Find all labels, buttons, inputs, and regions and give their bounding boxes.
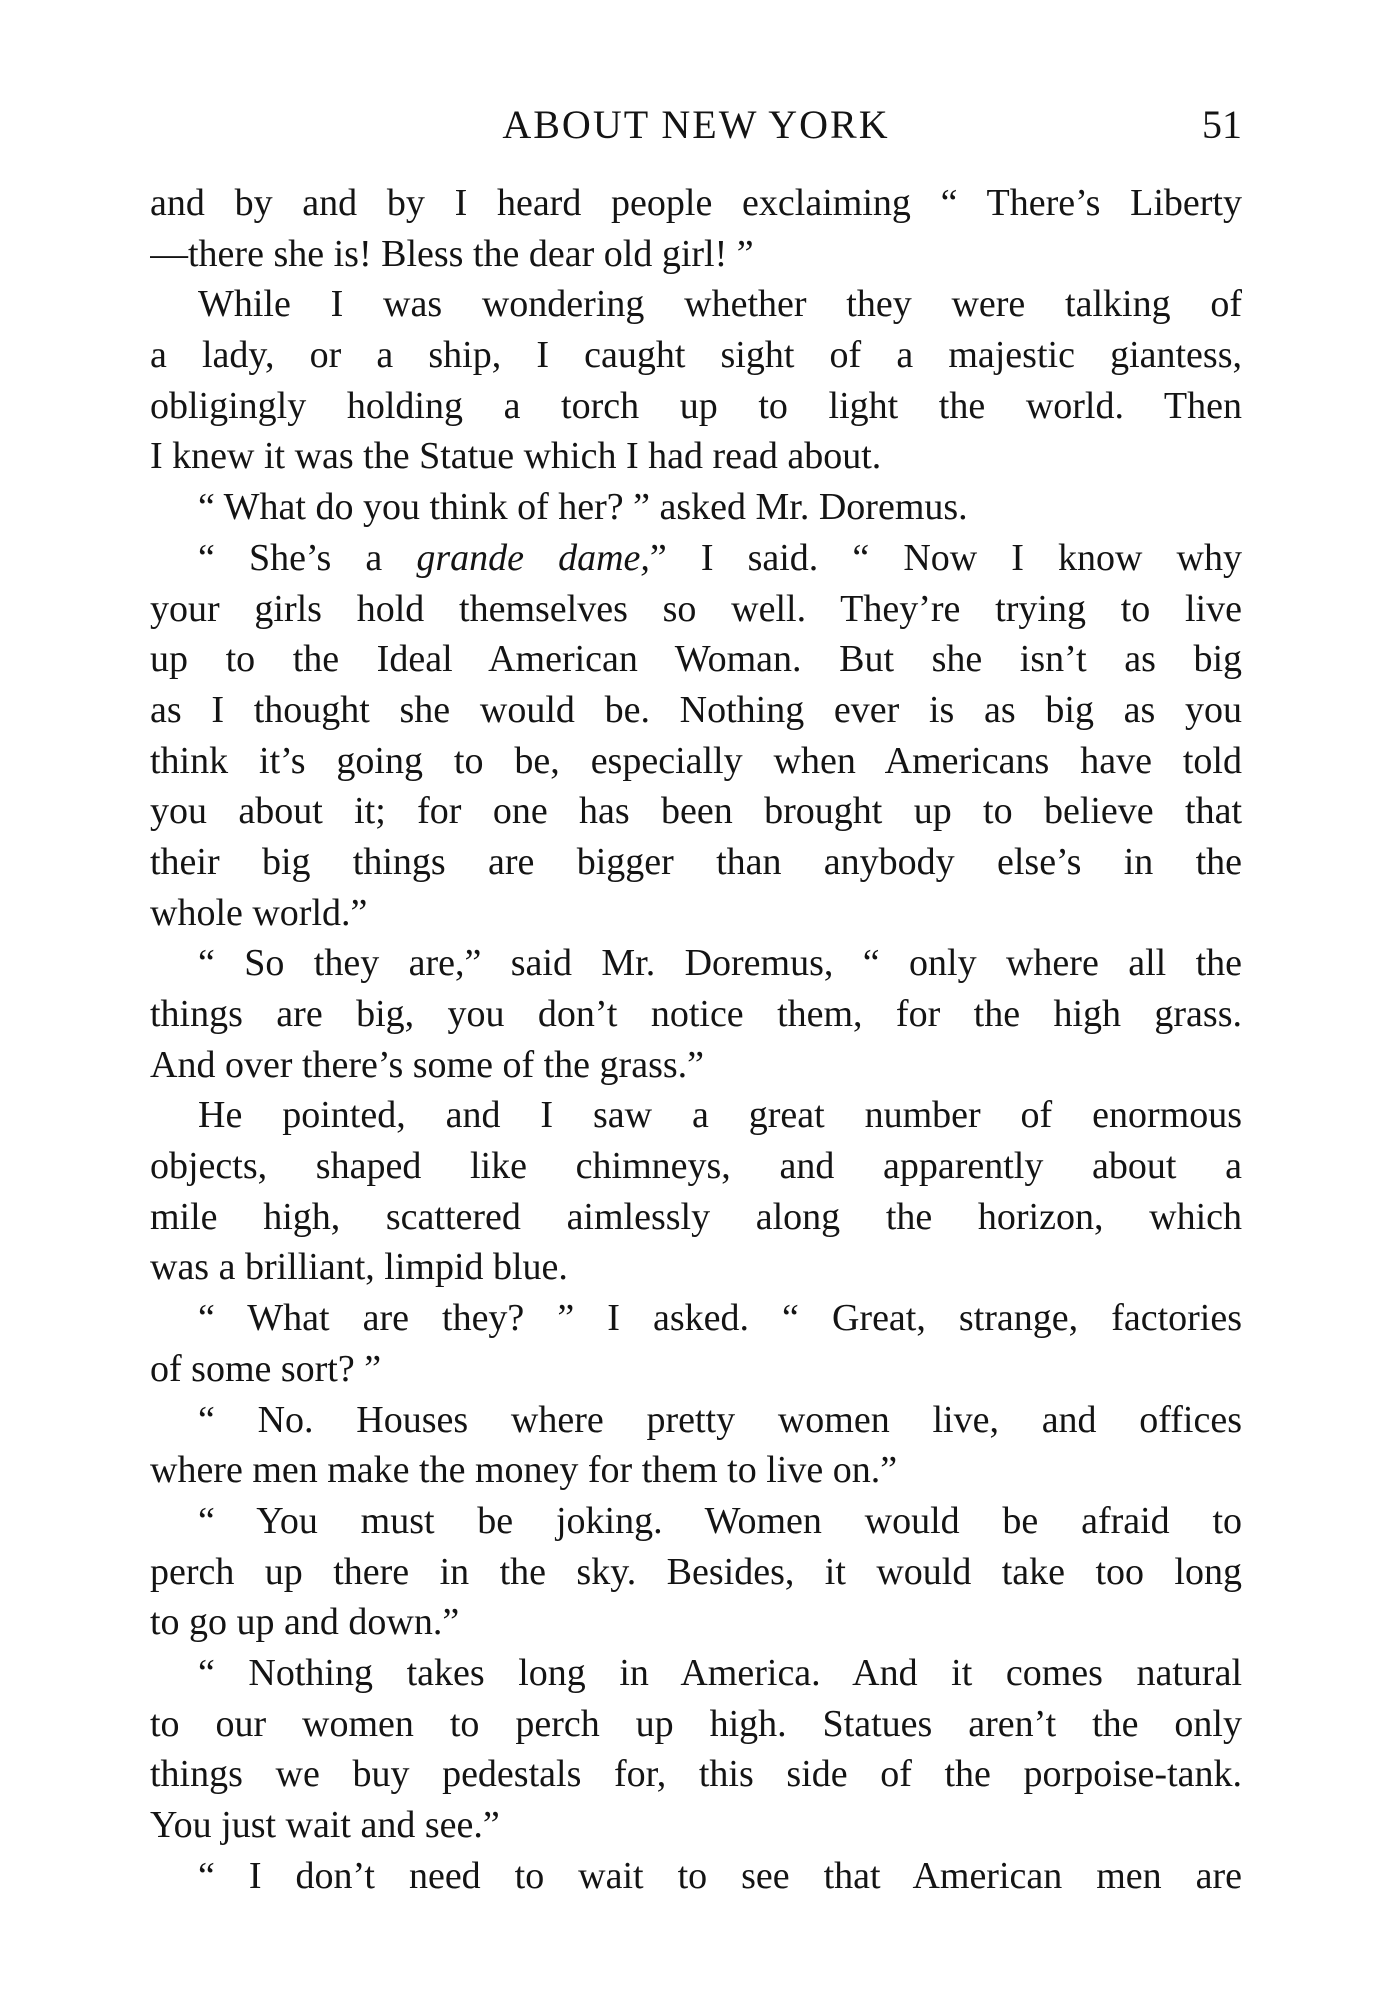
text-line: think it’s going to be, especially when Americans have told	[150, 739, 1242, 782]
paragraph-first-line: While I was wondering whether they were talking of	[198, 283, 1242, 326]
text-line: to our women to perch up high. Statues aren’t the only	[150, 1702, 1242, 1745]
text-line: You just wait and see.”	[150, 1804, 500, 1846]
paragraph-first-line: “ I don’t need to wait to see that American men are	[198, 1854, 1242, 1897]
paragraph-first-line: “ What are they? ” I asked. “ Great, strange, factories	[198, 1297, 1242, 1340]
text-line: to go up and down.”	[150, 1601, 460, 1644]
page-number: 51	[1202, 102, 1242, 147]
text-line: of some sort? ”	[150, 1347, 382, 1390]
paragraph-first-line	[150, 533, 1242, 584]
text-line: —there she is! Bless the dear old girl! ”	[150, 232, 754, 275]
text-line: and by and by I heard people exclaiming “ There’s Liberty	[150, 182, 1242, 224]
running-header	[150, 100, 1242, 150]
text-line: their big things are bigger than anybody else’s in the	[150, 840, 1242, 883]
text-run: “ She’s a	[198, 536, 417, 579]
paragraph-first-line: He pointed, and I saw a great number of enormous	[198, 1094, 1242, 1137]
paragraph-first-line: “ So they are,” said Mr. Doremus, “ only where all the	[198, 942, 1242, 985]
text-line: things are big, you don’t notice them, for the high grass.	[150, 993, 1242, 1035]
text-line: mile high, scattered aimlessly along the horizon, which	[150, 1195, 1242, 1238]
paragraph-first-line: “ Nothing takes long in America. And it comes natural	[198, 1651, 1242, 1694]
text-line: perch up there in the sky. Besides, it would take too long	[150, 1550, 1242, 1593]
text-line: obligingly holding a torch up to light the world. Then	[150, 384, 1242, 427]
text-line: where men make the money for them to live on.”	[150, 1449, 898, 1492]
italic-phrase: grande dame,	[416, 536, 650, 579]
text-line: things we buy pedestals for, this side of the porpoise-tank.	[150, 1753, 1242, 1796]
text-line: your girls hold themselves so well. They’re trying to live	[150, 587, 1242, 630]
text-line: objects, shaped like chimneys, and apparently about a	[150, 1145, 1242, 1188]
text-run: ” I said. “ Now I know why	[649, 536, 1242, 579]
paragraph-first-line: “ No. Houses where pretty women live, and offices	[198, 1398, 1242, 1441]
running-title: ABOUT NEW YORK	[502, 102, 890, 147]
text-line: whole world.”	[150, 891, 368, 934]
text-line: a lady, or a ship, I caught sight of a majestic giantess,	[150, 334, 1242, 377]
paragraph-first-line: “ You must be joking. Women would be afraid to	[198, 1499, 1242, 1542]
text-line: I knew it was the Statue which I had read about.	[150, 435, 882, 478]
text-line: And over there’s some of the grass.”	[150, 1043, 705, 1086]
body-text	[150, 178, 1242, 1901]
text-line: as I thought she would be. Nothing ever is as big as you	[150, 688, 1242, 731]
text-line: was a brilliant, limpid blue.	[150, 1246, 568, 1289]
text-line: up to the Ideal American Woman. But she isn’t as big	[150, 638, 1242, 681]
paragraph-first-line: “ What do you think of her? ” asked Mr. Doremus.	[198, 486, 968, 529]
text-line: you about it; for one has been brought up to believe that	[150, 790, 1242, 833]
